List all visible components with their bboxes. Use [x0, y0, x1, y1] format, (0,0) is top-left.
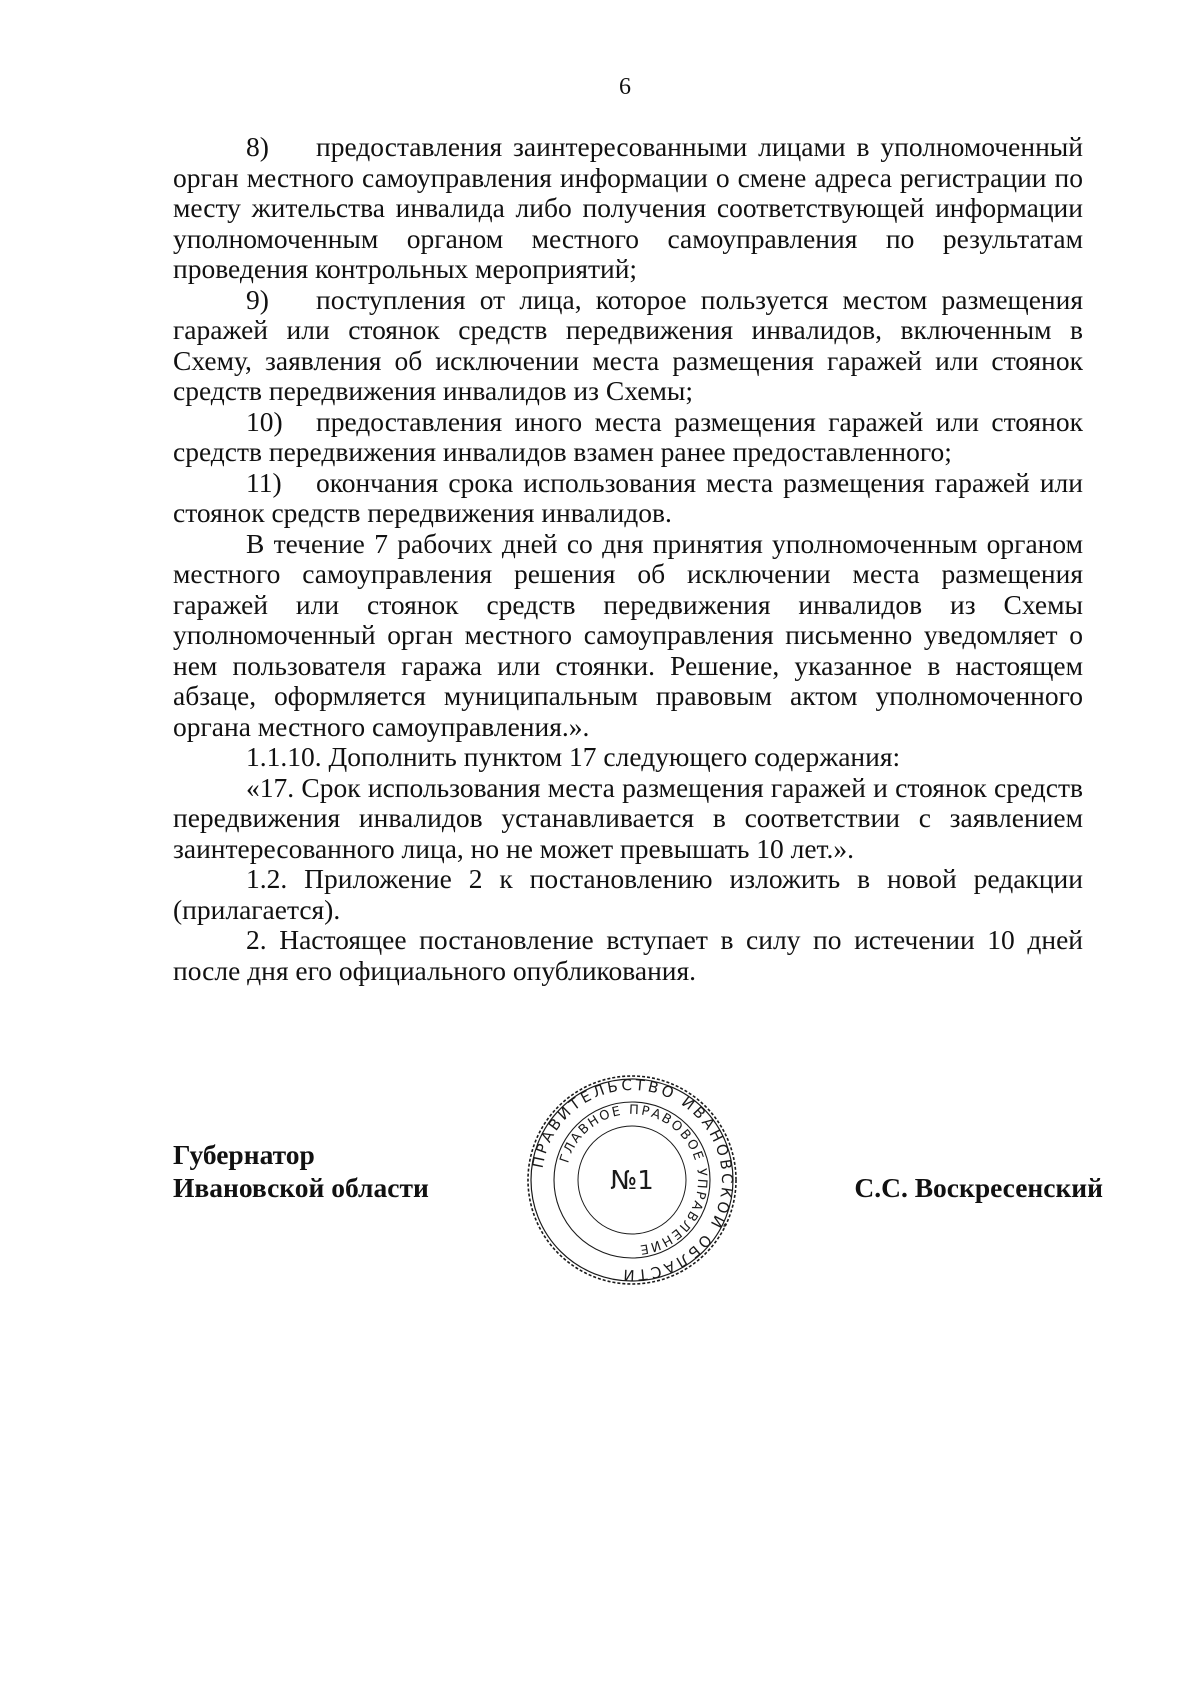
paragraph-item-17: «17. Срок использования места размещения гаражей и стоянок средств передвижения инвалидов устанавливается в соответствии с заявлением заинтересованного лица, но не может превышать 10 лет.».	[173, 771, 1083, 864]
paragraph-item-10	[173, 407, 1083, 468]
paragraph-text: поступления от лица, которое пользуется местом размещения гаражей или стоянок средств передвижения инвалидов, включенным в Схему, заявления об исключении места размещения гаражей или стоянок средств передвижения инвалидов из Схемы;	[173, 283, 1083, 406]
signer-name: С.С. Воскресенский	[854, 1172, 1103, 1203]
stamp-inner-text: ГЛАВНОЕ ПРАВОВОЕ УПРАВЛЕНИЕ	[557, 1102, 710, 1257]
item-number: 8)	[246, 131, 269, 162]
paragraph-2: 2. Настоящее постановление вступает в силу по истечении 10 дней после дня его официального опубликования.	[173, 924, 1083, 986]
paragraph-text: предоставления иного места размещения гаражей или стоянок средств передвижения инвалидов взамен ранее предоставленного;	[173, 405, 1083, 467]
item-number: 9)	[246, 283, 269, 315]
signer-title-line2: Ивановской области	[173, 1172, 429, 1203]
stamp-outer-text: ПРАВИТЕЛЬСТВО ИВАНОВСКОЙ ОБЛАСТИ	[528, 1075, 737, 1285]
item-number: 10)	[246, 405, 283, 437]
paragraph-exclusion-notice: В течение 7 рабочих дней со дня принятия уполномоченным органом местного самоуправления решения об исключении места размещения гаражей или стоянок средств передвижения инвалидов из Схемы уполномоченный орган местного самоуправления письменно уведомляет о нем пользователя гаража или стоянки. Решение, указанное в настоящем абзаце, оформляется муниципальным правовым актом уполномоченного органа местного самоуправления.».	[173, 527, 1083, 742]
paragraph-item-8	[173, 132, 1083, 285]
paragraph-item-11	[173, 468, 1083, 529]
paragraph-item-9	[173, 285, 1083, 407]
body-text	[173, 132, 1083, 986]
item-number: 11)	[246, 466, 282, 498]
paragraph-text: предоставления заинтересованными лицами в уполномоченный орган местного самоуправления информации о смене адреса регистрации по месту жительства инвалида либо получения соответствующей информации уполномоченным органом местного самоуправления по результатам проведения контрольных мероприятий;	[173, 131, 1083, 284]
stamp-center-text: №1	[610, 1166, 654, 1196]
paragraph-1-1-10: 1.1.10. Дополнить пунктом 17 следующего содержания:	[246, 741, 901, 772]
official-seal-stamp	[522, 1070, 742, 1290]
signer-title-line1: Губернатор	[173, 1139, 315, 1170]
paragraph-1-2: 1.2. Приложение 2 к постановлению изложить в новой редакции (прилагается).	[173, 863, 1083, 925]
paragraph-text: окончания срока использования места размещения гаражей или стоянок средств передвижения инвалидов.	[173, 466, 1083, 528]
signer-title	[173, 1138, 429, 1204]
page-number: 6	[619, 74, 631, 100]
